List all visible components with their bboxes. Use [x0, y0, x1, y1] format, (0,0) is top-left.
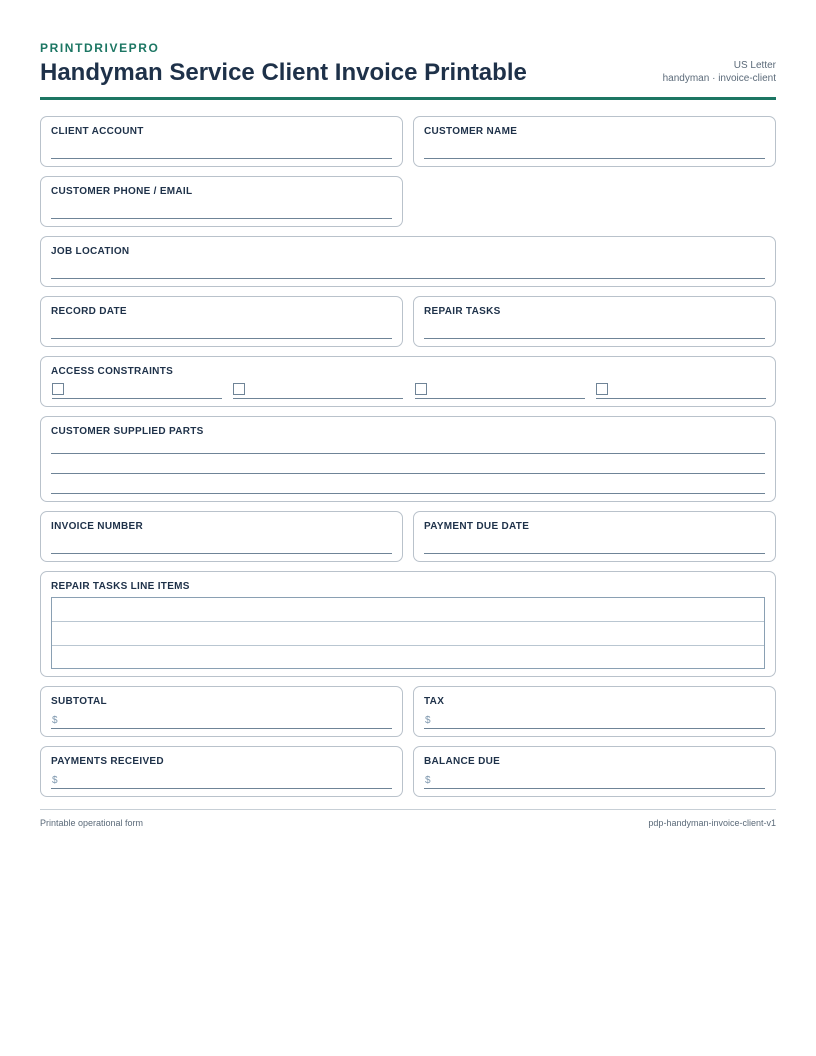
repair-tasks-field[interactable]	[413, 296, 776, 347]
job-location-line[interactable]	[51, 278, 765, 279]
client-account-field[interactable]	[40, 116, 403, 167]
checkbox-icon[interactable]	[52, 383, 64, 395]
tax-label: TAX	[424, 696, 445, 707]
checkbox-icon[interactable]	[596, 383, 608, 395]
job-location-field[interactable]	[40, 236, 776, 287]
table-row[interactable]	[52, 646, 764, 670]
invoice-number-line[interactable]	[51, 553, 392, 554]
customer-supplied-parts-label: CUSTOMER SUPPLIED PARTS	[51, 426, 204, 437]
payment-due-date-field[interactable]	[413, 511, 776, 562]
access-constraints-label: ACCESS CONSTRAINTS	[51, 366, 174, 377]
footer-form-id: pdp-handyman-invoice-client-v1	[648, 818, 776, 828]
payment-due-date-label: PAYMENT DUE DATE	[424, 521, 530, 532]
customer-name-field[interactable]	[413, 116, 776, 167]
client-account-label: CLIENT ACCOUNT	[51, 126, 144, 137]
currency-symbol: $	[425, 715, 431, 726]
footer-left-text: Printable operational form	[40, 818, 144, 828]
balance-due-line[interactable]	[424, 788, 765, 789]
tax-field[interactable]	[413, 686, 776, 737]
invoice-number-label: INVOICE NUMBER	[51, 521, 143, 532]
access-option-line[interactable]	[233, 398, 403, 399]
access-constraints-field	[40, 356, 776, 407]
access-option-2[interactable]	[233, 383, 403, 399]
access-option-line[interactable]	[52, 398, 222, 399]
payments-received-field[interactable]	[40, 746, 403, 797]
balance-due-label: BALANCE DUE	[424, 756, 501, 767]
access-option-1[interactable]	[52, 383, 222, 399]
record-date-line[interactable]	[51, 338, 392, 339]
subtotal-line[interactable]	[51, 728, 392, 729]
customer-contact-line[interactable]	[51, 218, 392, 219]
access-option-line[interactable]	[415, 398, 585, 399]
access-option-4[interactable]	[596, 383, 766, 399]
line-items-table	[51, 597, 765, 669]
brand-name: PRINTDRIVEPRO	[40, 41, 160, 55]
record-date-field[interactable]	[40, 296, 403, 347]
currency-symbol: $	[52, 775, 58, 786]
parts-line-1[interactable]	[51, 453, 765, 454]
access-option-3[interactable]	[415, 383, 585, 399]
currency-symbol: $	[425, 775, 431, 786]
customer-name-line[interactable]	[424, 158, 765, 159]
parts-line-3[interactable]	[51, 493, 765, 494]
customer-contact-field[interactable]	[40, 176, 403, 227]
payment-due-date-line[interactable]	[424, 553, 765, 554]
footer-rule	[40, 809, 776, 810]
payments-received-label: PAYMENTS RECEIVED	[51, 756, 164, 767]
balance-due-field[interactable]	[413, 746, 776, 797]
line-items-label: REPAIR TASKS LINE ITEMS	[51, 581, 190, 592]
access-option-line[interactable]	[596, 398, 766, 399]
job-location-label: JOB LOCATION	[51, 246, 130, 257]
table-row[interactable]	[52, 598, 764, 622]
header-rule	[40, 97, 776, 100]
customer-name-label: CUSTOMER NAME	[424, 126, 518, 137]
payments-received-line[interactable]	[51, 788, 392, 789]
parts-line-2[interactable]	[51, 473, 765, 474]
repair-tasks-label: REPAIR TASKS	[424, 306, 501, 317]
currency-symbol: $	[52, 715, 58, 726]
document-tags: handyman · invoice-client	[662, 73, 776, 84]
client-account-line[interactable]	[51, 158, 392, 159]
table-row[interactable]	[52, 622, 764, 646]
customer-contact-label: CUSTOMER PHONE / EMAIL	[51, 186, 193, 197]
tax-line[interactable]	[424, 728, 765, 729]
checkbox-icon[interactable]	[415, 383, 427, 395]
customer-supplied-parts-field[interactable]	[40, 416, 776, 502]
repair-tasks-line[interactable]	[424, 338, 765, 339]
line-items-section	[40, 571, 776, 677]
checkbox-icon[interactable]	[233, 383, 245, 395]
subtotal-field[interactable]	[40, 686, 403, 737]
record-date-label: RECORD DATE	[51, 306, 127, 317]
subtotal-label: SUBTOTAL	[51, 696, 107, 707]
paper-size: US Letter	[733, 60, 776, 71]
document-meta	[663, 59, 776, 85]
invoice-number-field[interactable]	[40, 511, 403, 562]
page-title: Handyman Service Client Invoice Printable	[40, 59, 527, 86]
